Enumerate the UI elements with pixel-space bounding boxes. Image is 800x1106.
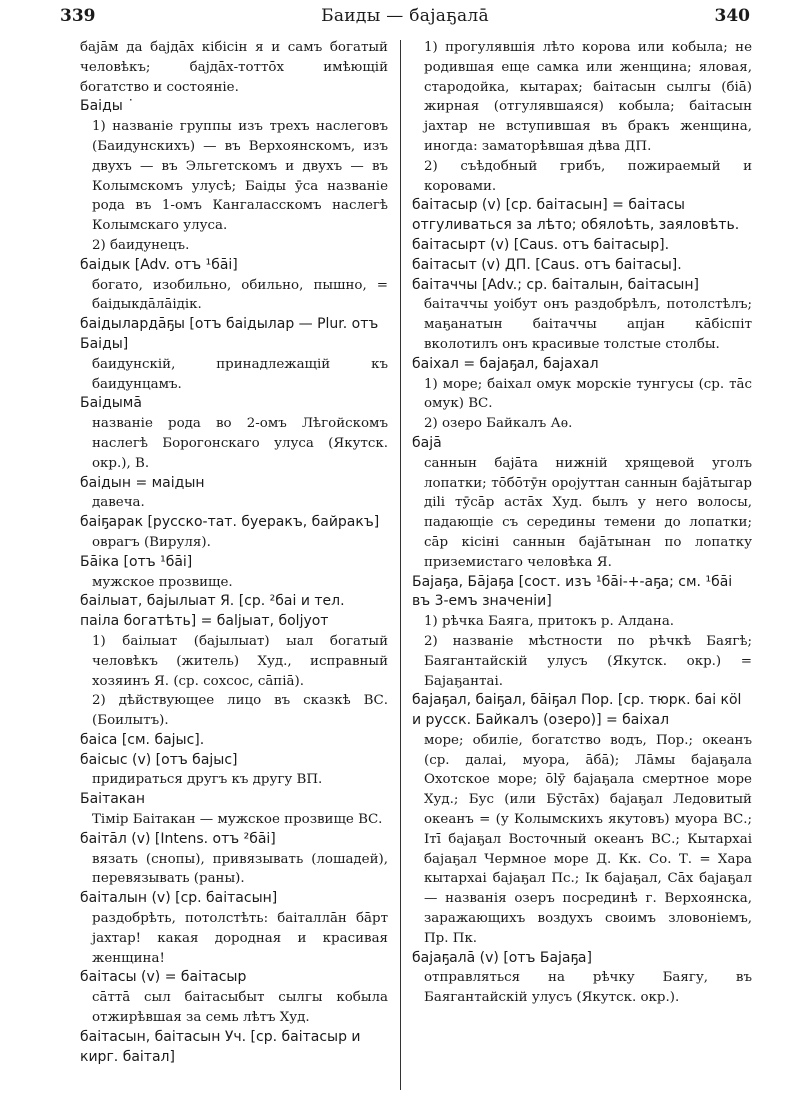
entry-definition: море; обиліе, богатство водъ, Пор.; океанъ (ср. далаі, муора, āбā); Лāмы баjаҕала Охотское море; ōlӯ баjаҕала смертное море Худ.; Бус (или Бӯстāх) баjаҕал Ледовитый океанъ = (у Колымскихъ якутовъ) муора ВС.; Ітī баjаҕал Восточный океанъ ВС.; Кытархаі баjаҕал Чермное море Д. Кк. Со. Т. = Хара кытархаі баjаҕал Пс.; Ік баjаҕал, Сāх баjаҕал — названія озеръ посрединѣ г. Верхоянска, заражающихъ воздухъ своимъ зловоніемъ, Пр. Пк. [424,732,752,946]
left-column [80,38,388,1067]
entry-definition: сāттā сыл баітасыбыт сылгы кобыла отжирѣвшая за семь лѣтъ Худ. [92,990,388,1026]
column-divider [400,40,401,1090]
entry-sense: 2) озеро Байкалъ Аѳ. [424,416,573,432]
right-column [412,38,752,1008]
entry-sense: 2) баидунецъ. [92,237,190,253]
entry-definition: придираться другъ къ другу ВП. [92,772,323,788]
entry-definition: названіе рода во 2-омъ Лѣгойскомъ наслегѣ Борогонскаго улуса (Якутск. окр.), В. [92,416,388,471]
entry-sense: 2) дѣйствующее лицо въ сказкѣ ВС. (Боилытъ). [92,693,388,729]
entry-headword: баідылардāҕы [отъ баідылар — Plur. отъ Баіды] [80,316,379,352]
page-number-right: 340 [714,6,750,26]
entry-headword: баітасырт (v) [Caus. отъ баітасыр]. [412,236,670,253]
entry-sense: 1) рѣчка Баяга, притокъ р. Алдана. [424,614,675,630]
entry-headword: баідык [Adv. отъ ¹бāі] [80,256,238,273]
entry-headword: Баіды ˙ [80,98,135,115]
entry-headword: баіхал = баjаҕал, баjахал [412,355,599,372]
entry-definition: 1) прогулявшія лѣто корова или кобыла; не родившая еще самка или женщина; яловая, стародойка, кытарах; баітасын сылгы (біā) жирная (отгулявшаяся) кобыла; баітасын јахтар не вступившая въ бракъ женщина, иногда: заматорѣвшая дѣва ДП. [424,40,752,154]
entry-definition: саннын баjāта нижній хрящевой уголъ лопатки; тōбōтӯн оројуттан саннын баjāтыгар діlі тӯсāр астāх Худ. былъ у него волосы, падающіе съ середины темени до лопатки; сāр кісіні саннын баjāтынан по лопатку приземистаго человѣка Я. [424,455,752,570]
page-header [60,6,750,32]
entry-headword: баітāл (v) [Intens. отъ ²бāі] [80,830,276,847]
entry-definition: вязать (снопы), привязывать (лошадей), перевязывать (раны). [92,851,388,887]
entry-headword: баітаччы [Adv.; ср. баіталын, баітасын] [412,276,699,293]
entry-sense: 1) баілыат (баjылыат) ыал богатый человѣкъ (житель) Худ., исправный хозяинъ Я. (ср. сохсос, сāпіā). [92,633,388,689]
entry-sense: 1) море; баіхал омук морскіе тунгусы (ср. тāс омук) ВС. [424,376,752,412]
entry-definition: 2) съѣдобный грибъ, пожираемый и коровами. [424,158,752,194]
entry-headword: баісыс (v) [отъ баjыс] [80,751,238,768]
entry-definition: баидунскій, принадлежащій къ баидунцамъ. [92,356,388,392]
entry-definition: давеча. [92,495,145,511]
entry-definition: богато, изобильно, обильно, пышно, = баідыкдāлāідік. [92,277,388,313]
entry-sense: 1) названіе группы изъ трехъ наслеговъ (Баидунскихъ) — въ Верхоянскомъ, изъ двухъ — въ Эльгетскомъ и двухъ — въ Колымскомъ улусѣ; Баіды ӯса названіе рода въ 1-омъ Кангаласскомъ наслегѣ Колымскаго улуса. [92,119,388,234]
entry-definition: отправляться на рѣчку Баягу, въ Баягантайскій улусъ (Якутск. окр.). [424,970,752,1006]
entry-sense: Тімір Баітакан — мужское прозвище ВС. [92,812,383,828]
entry-headword: Баjаҕа, Бājаҕа [сост. изъ ¹бāі-+-аҕа; см. ¹бāі въ 3-емъ значеніи] [412,573,733,610]
entry-sense: 2) названіе мѣстности по рѣчкѣ Баягѣ; Баягантайскій улусъ (Якутск. окр.) = Баjаҕантаі. [424,633,752,689]
entry-continuation: баjāм да баjдāх кібісін я и самъ богатый человѣкъ; баjдāх-тоттōх имѣющій богатство и состояніе. [80,40,388,95]
entry-headword: баілыат, баjылыат Я. [ср. ²баі и тел. паіла богатѣть] = баljыат, боljуот [80,593,345,630]
entry-headword: баіҕарак [русско-тат. буеракъ, байракъ] [80,514,380,531]
entry-headword: баітасыт (v) ДП. [Caus. отъ баітасы]. [412,256,682,273]
entry-headword: Бāіка [отъ ¹бāі] [80,553,193,570]
entry-headword: Баітакан [80,791,145,808]
entry-headword: баіталын (v) [ср. баітасын] [80,890,278,907]
entry-headword: баітасы (v) = баітасыр [80,969,247,986]
entry-headword: баідын = маідын [80,474,205,491]
entry-headword: баіса [см. баjыс]. [80,731,205,748]
page-number-left: 339 [60,6,96,26]
entry-definition: раздобрѣть, потолстѣть: баіталлāн бāрт јахтар! какая дородная и красивая женщина! [92,911,388,966]
entry-definition: мужское прозвище. [92,574,233,590]
entry-definition: оврагъ (Вируля). [92,534,211,550]
entry-headword: Баідымā [80,395,142,412]
entry-headword: баітасын, баітасын Уч. [ср. баітасыр и кирг. баітал] [80,1028,361,1065]
entry-headword: баjаҕалā (v) [отъ Баjаҕа] [412,949,592,966]
running-title: Баиды — баjаҕалā [321,6,489,26]
entry-headword: баjаҕал, баіҕал, бāіҕал Пор. [ср. тюрк. баі кöl и русск. Байкалъ (озеро)] = баіхал [412,692,742,729]
entry-headword: баітасыр (v) [ср. баітасын] = баітасы отгуливаться за лѣто; обялоѣть, заяловѣть. [412,197,740,234]
entry-definition: баітаччы уоібут онъ раздобрѣлъ, потолстѣлъ; маҕанатын баітаччы апјан кāбіспіт вколотилъ онъ красивые толстые столбы. [424,297,752,352]
entry-headword: баjā [412,434,442,451]
